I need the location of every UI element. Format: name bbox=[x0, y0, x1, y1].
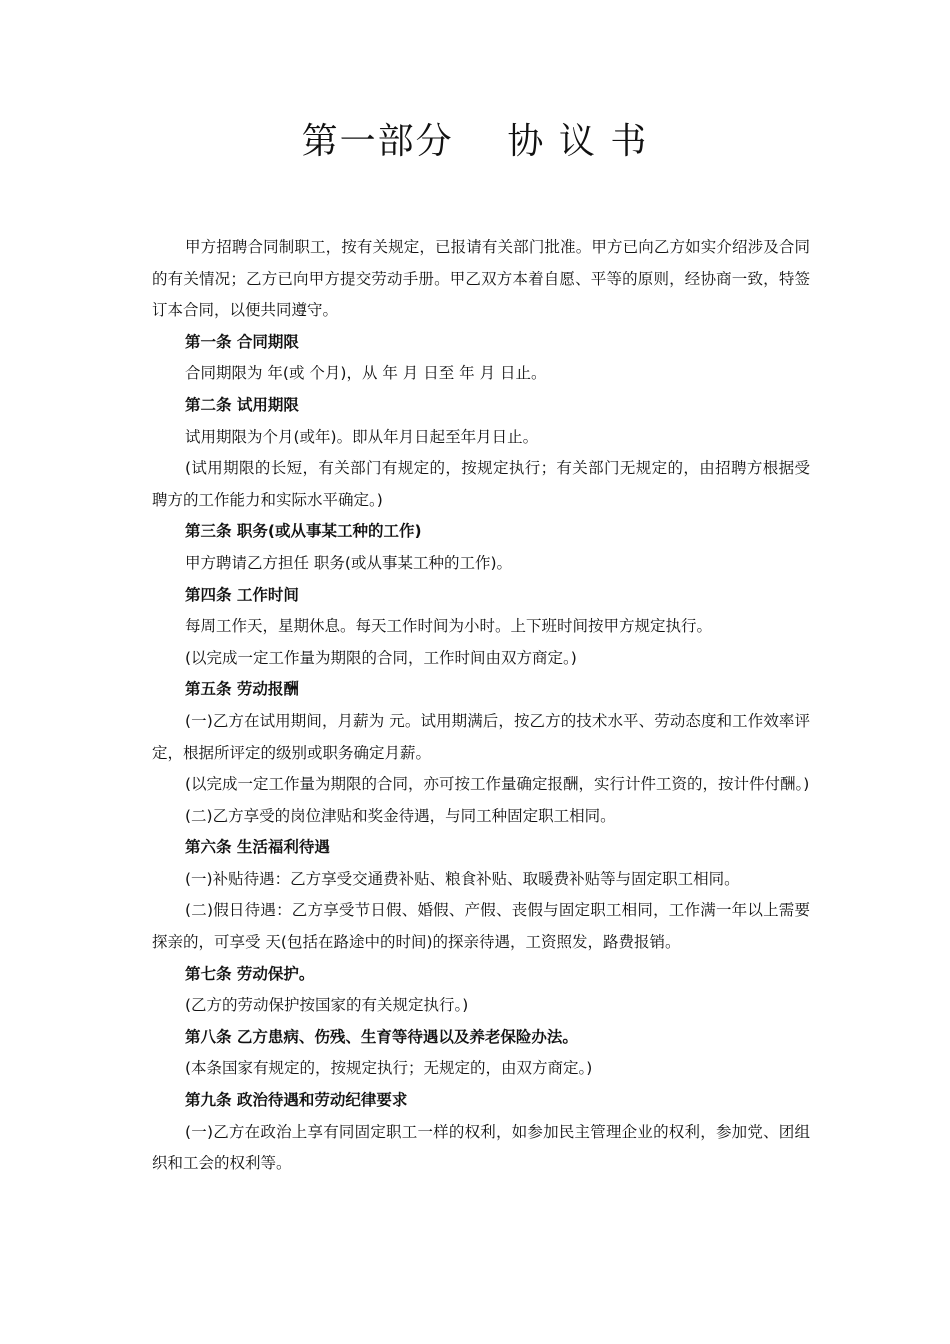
article-6-paragraph-2: (二)假日待遇：乙方享受节日假、婚假、产假、丧假与固定职工相同，工作满一年以上需要探亲的，可享受 天(包括在路途中的时间)的探亲待遇，工资照发，路费报销。 bbox=[152, 901, 810, 952]
article-5-paragraph-1: (一)乙方在试用期间，月薪为 元。试用期满后，按乙方的技术水平、劳动态度和工作效率评定，根据所评定的级别或职务确定月薪。 bbox=[152, 711, 810, 762]
article-1-paragraph: 合同期限为 年(或 个月)，从 年 月 日至 年 月 日止。 bbox=[185, 364, 547, 383]
article-4-heading: 第四条 工作时间 bbox=[185, 585, 299, 604]
article-6-heading: 第六条 生活福利待遇 bbox=[185, 838, 330, 857]
article-4-note: (以完成一定工作量为期限的合同，工作时间由双方商定。) bbox=[185, 648, 577, 667]
article-4-paragraph: 每周工作天，星期休息。每天工作时间为小时。上下班时间按甲方规定执行。 bbox=[185, 617, 713, 636]
article-7-heading: 第七条 劳动保护。 bbox=[185, 964, 315, 983]
article-3-paragraph: 甲方聘请乙方担任 职务(或从事某工种的工作)。 bbox=[185, 553, 513, 572]
article-9-paragraph: (一)乙方在政治上享有同固定职工一样的权利，如参加民主管理企业的权利，参加党、团组织和工会的权利等。 bbox=[152, 1122, 810, 1173]
page-title: 第一部分 协 议 书 bbox=[301, 121, 649, 162]
article-8-paragraph: (本条国家有规定的，按规定执行；无规定的，由双方商定。) bbox=[185, 1059, 593, 1078]
article-5-heading: 第五条 劳动报酬 bbox=[185, 680, 299, 699]
article-1-heading: 第一条 合同期限 bbox=[185, 332, 299, 351]
article-6-paragraph-1: (一)补贴待遇：乙方享受交通费补贴、粮食补贴、取暖费补贴等与固定职工相同。 bbox=[185, 869, 740, 888]
intro-paragraph: 甲方招聘合同制职工，按有关规定，已报请有关部门批准。甲方已向乙方如实介绍涉及合同的有关情况；乙方已向甲方提交劳动手册。甲乙双方本着自愿、平等的原则，经协商一致，特签订本合同，以便共同遵守。 bbox=[152, 238, 810, 320]
article-3-heading: 第三条 职务(或从事某工种的工作) bbox=[185, 522, 422, 541]
article-9-heading: 第九条 政治待遇和劳动纪律要求 bbox=[185, 1091, 408, 1110]
article-2-heading: 第二条 试用期限 bbox=[185, 395, 299, 414]
article-8-heading: 第八条 乙方患病、伤残、生育等待遇以及养老保险办法。 bbox=[185, 1027, 578, 1046]
article-7-paragraph: (乙方的劳动保护按国家的有关规定执行。) bbox=[185, 996, 469, 1015]
article-2-note: (试用期限的长短，有关部门有规定的，按规定执行；有关部门无规定的，由招聘方根据受聘方的工作能力和实际水平确定。) bbox=[152, 459, 810, 509]
article-2-paragraph: 试用期限为个月(或年)。即从年月日起至年月日止。 bbox=[185, 427, 539, 446]
article-5-note: (以完成一定工作量为期限的合同，亦可按工作量确定报酬，实行计件工资的，按计件付酬。) bbox=[185, 775, 810, 794]
document-body bbox=[152, 232, 810, 1180]
article-5-paragraph-2: (二)乙方享受的岗位津贴和奖金待遇，与同工种固定职工相同。 bbox=[185, 806, 616, 825]
